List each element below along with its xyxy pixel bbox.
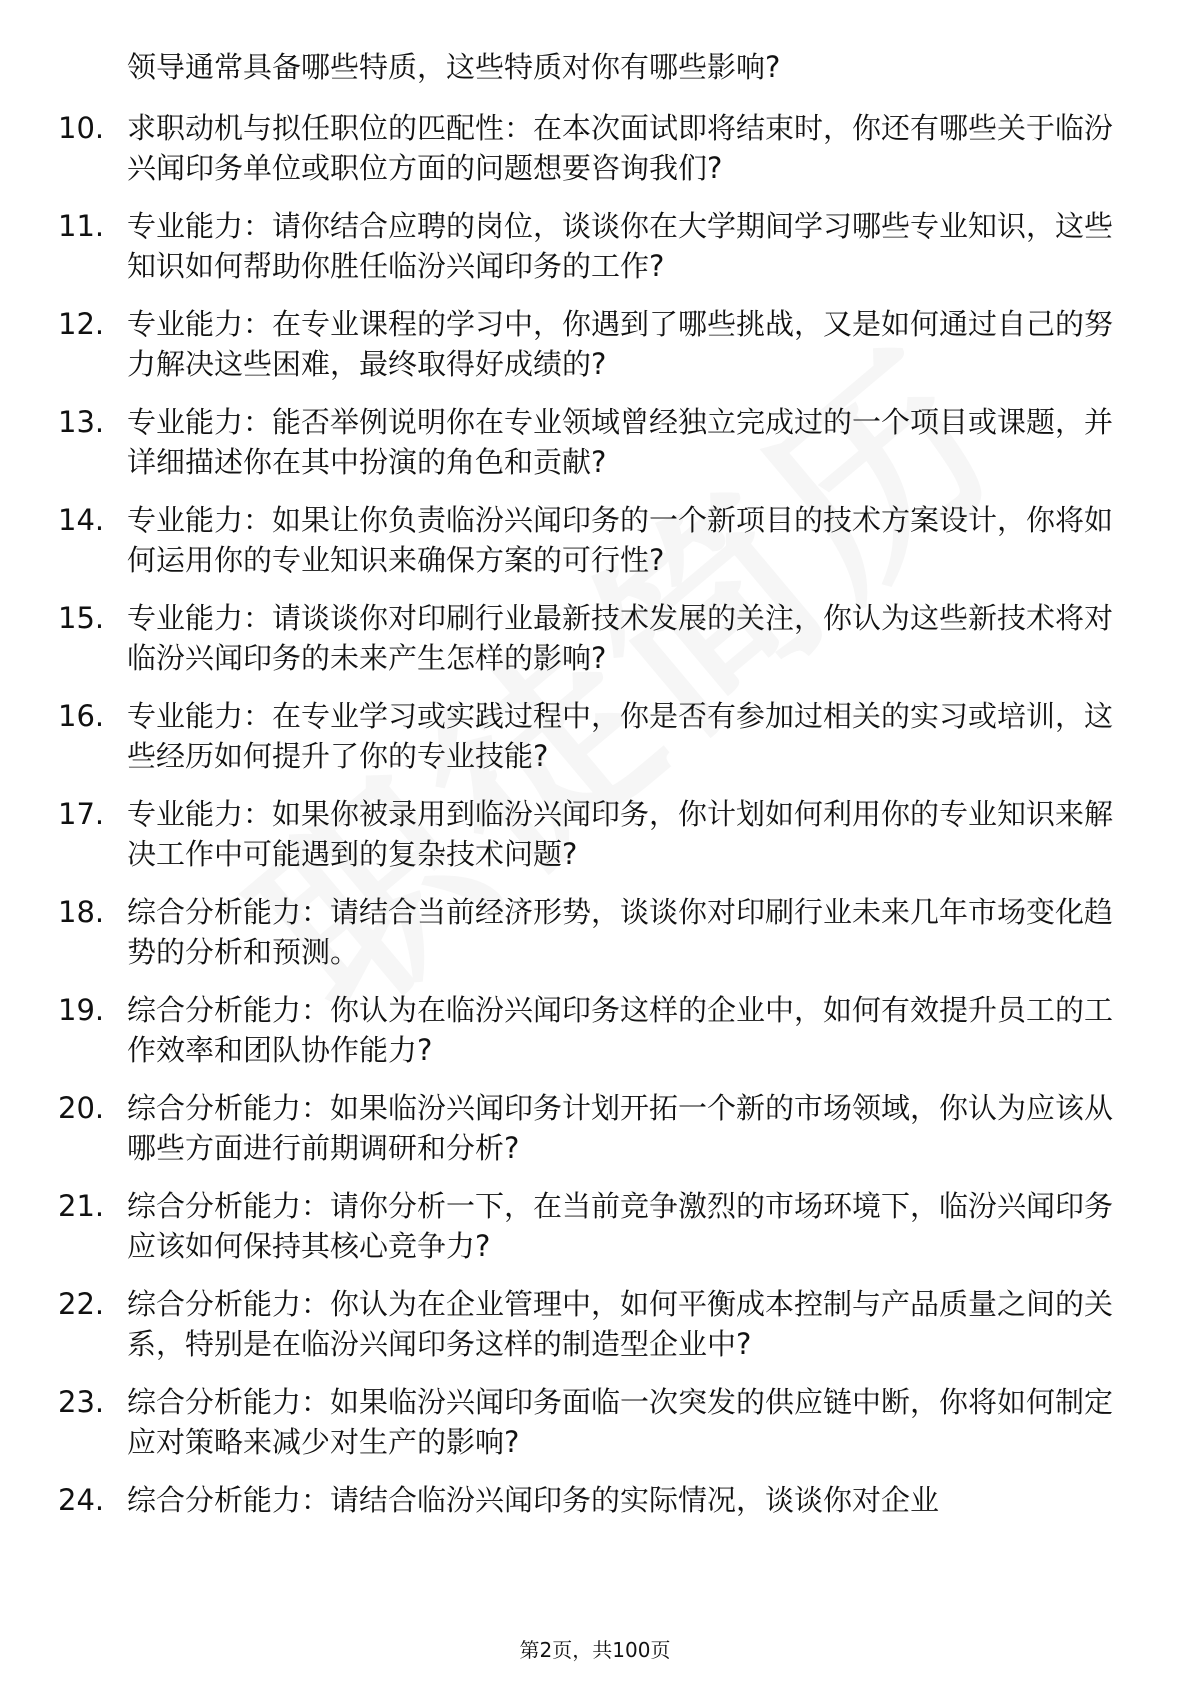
question-text: 综合分析能力：请结合临汾兴闻印务的实际情况，谈谈你对企业 — [127, 1483, 940, 1517]
question-text: 专业能力：在专业学习或实践过程中，你是否有参加过相关的实习或培训，这些经历如何提升了你的专业技能? — [127, 699, 1114, 773]
continuation-text: 领导通常具备哪些特质，这些特质对你有哪些影响? — [127, 50, 781, 84]
question-text: 综合分析能力：如果临汾兴闻印务计划开拓一个新的市场领域，你认为应该从哪些方面进行前期调研和分析? — [127, 1091, 1114, 1165]
question-number: 14. — [58, 503, 105, 537]
question-text: 专业能力：请谈谈你对印刷行业最新技术发展的关注，你认为这些新技术将对临汾兴闻印务的未来产生怎样的影响? — [127, 601, 1114, 675]
question-item — [0, 598, 1190, 696]
question-item — [0, 794, 1190, 892]
question-item — [0, 206, 1190, 304]
question-number: 18. — [58, 895, 105, 929]
question-number: 20. — [58, 1091, 105, 1125]
question-number: 17. — [58, 797, 105, 831]
question-list — [0, 108, 1190, 1578]
question-number: 23. — [58, 1385, 105, 1419]
question-number: 21. — [58, 1189, 105, 1223]
question-item — [0, 304, 1190, 402]
question-number: 15. — [58, 601, 105, 635]
question-number: 22. — [58, 1287, 105, 1321]
question-item — [0, 1382, 1190, 1480]
question-item — [0, 696, 1190, 794]
question-text: 综合分析能力：请你分析一下，在当前竞争激烈的市场环境下，临汾兴闻印务应该如何保持其核心竞争力? — [127, 1189, 1114, 1263]
question-text: 求职动机与拟任职位的匹配性：在本次面试即将结束时，你还有哪些关于临汾兴闻印务单位或职位方面的问题想要咨询我们? — [127, 111, 1114, 185]
question-number: 10. — [58, 111, 105, 145]
question-number: 19. — [58, 993, 105, 1027]
question-number: 24. — [58, 1483, 105, 1517]
question-number: 16. — [58, 699, 105, 733]
question-item — [0, 1284, 1190, 1382]
question-text: 综合分析能力：你认为在企业管理中，如何平衡成本控制与产品质量之间的关系，特别是在临汾兴闻印务这样的制造型企业中? — [127, 1287, 1114, 1361]
question-text: 专业能力：如果你被录用到临汾兴闻印务，你计划如何利用你的专业知识来解决工作中可能遇到的复杂技术问题? — [127, 797, 1114, 871]
question-item — [0, 892, 1190, 990]
question-text: 专业能力：能否举例说明你在专业领域曾经独立完成过的一个项目或课题，并详细描述你在其中扮演的角色和贡献? — [127, 405, 1114, 479]
question-number: 11. — [58, 209, 105, 243]
question-number: 13. — [58, 405, 105, 439]
question-item — [0, 1480, 1190, 1578]
question-item — [0, 500, 1190, 598]
question-item — [0, 1186, 1190, 1284]
page-footer: 第2页，共100页 — [519, 1638, 671, 1662]
question-item — [0, 990, 1190, 1088]
question-text: 综合分析能力：你认为在临汾兴闻印务这样的企业中，如何有效提升员工的工作效率和团队协作能力? — [127, 993, 1114, 1067]
question-text: 专业能力：请你结合应聘的岗位，谈谈你在大学期间学习哪些专业知识，这些知识如何帮助你胜任临汾兴闻印务的工作? — [127, 209, 1114, 283]
question-item — [0, 402, 1190, 500]
question-text: 专业能力：在专业课程的学习中，你遇到了哪些挑战，又是如何通过自己的努力解决这些困难，最终取得好成绩的? — [127, 307, 1114, 381]
question-item — [0, 1088, 1190, 1186]
question-item — [0, 108, 1190, 206]
question-text: 综合分析能力：如果临汾兴闻印务面临一次突发的供应链中断，你将如何制定应对策略来减少对生产的影响? — [127, 1385, 1114, 1459]
question-text: 综合分析能力：请结合当前经济形势，谈谈你对印刷行业未来几年市场变化趋势的分析和预测。 — [127, 895, 1114, 969]
question-text: 专业能力：如果让你负责临汾兴闻印务的一个新项目的技术方案设计，你将如何运用你的专业知识来确保方案的可行性? — [127, 503, 1114, 577]
question-number: 12. — [58, 307, 105, 341]
